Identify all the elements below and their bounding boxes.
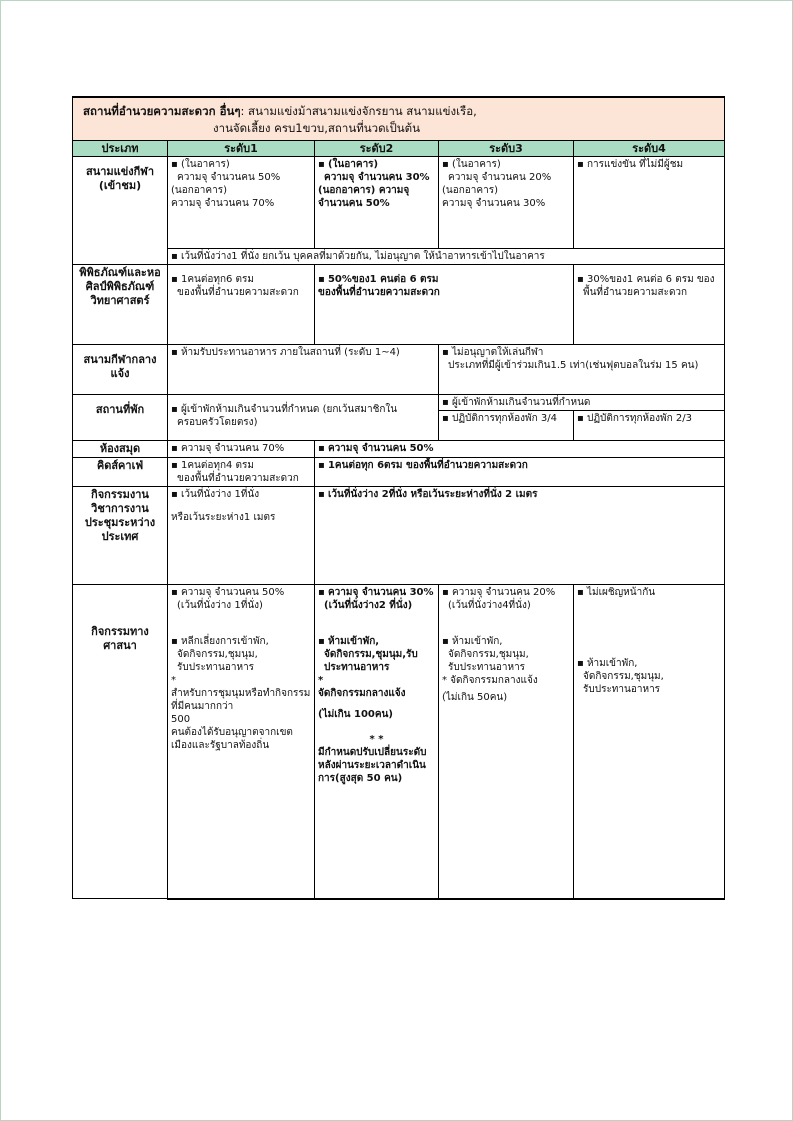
museum-l2-line2: ของพื้นที่อำนวยความสะดวก [318,287,440,298]
header-level-1: ระดับ1 [168,141,315,157]
religion-b1-line6: 500 [171,713,191,725]
kidscafe-category: คิดส์คาเฟ่ [73,458,168,487]
religion-b2-line8: หลังผ่านระยะเวลาดำเนินการ(สูงสุด 50 คน) [318,759,426,784]
lodging-category: สถานที่พัก [73,395,168,441]
stadium-l2-line3: (นอกอาคาร) ความจุ จำนวนคน 50% [318,185,410,209]
religion-top-level-3 [439,585,574,629]
outdoor-category: สนามกีฬากลางแจ้ง [73,345,168,395]
stadium-l1-line1: ▪ (ในอาคาร) [171,158,311,171]
outdoor-row [73,345,725,395]
lodging-row [73,395,725,411]
religion-b2-line5: (ไม่เกิน 100คน) [318,708,393,720]
religion-b2-line3: * [318,674,324,686]
religion-b4-line1: ▪ ห้ามเข้าพัก, [577,657,721,670]
religion-b1-line4: * [171,674,176,686]
stadium-l4-line1: ▪ การแข่งขัน ที่ไม่มีผู้ชม [577,158,721,171]
stadium-l2-line1: ▪ (ในอาคาร) [318,158,435,171]
religion-bottom-row [73,629,725,899]
stadium-row [73,157,725,249]
stadium-l3-line3: (นอกอาคาร) [442,185,498,196]
museum-l1-line2: ของพื้นที่อำนวยความสะดวก [177,287,299,298]
religion-top3-line1: ▪ ความจุ จำนวนคน 20% [442,586,570,599]
religion-bottom-level-3 [439,629,574,899]
religion-top-level-4 [574,585,725,629]
table-title [73,97,725,141]
kidscafe-l1-line1: ▪ 1คนต่อทุก4 ตรม [171,459,311,472]
religion-bottom-level-1 [168,629,315,899]
stadium-l3-line2: ความจุ จำนวนคน 20% [448,172,552,183]
museum-level-4 [574,265,725,345]
title-rest: : สนามแข่งม้าสนามแข่งจักรยาน สนามแข่งเรือ, [240,104,477,118]
museum-l4-line2: พื้นที่อำนวยความสะดวก [583,287,688,298]
kidscafe-level-1 [168,458,315,487]
header-level-2: ระดับ2 [315,141,439,157]
lodging-level-3 [439,411,574,441]
lodging-l12-line1: ▪ ผู้เข้าพักห้ามเกินจำนวนที่กำหนด (ยกเว้นสมาชิกใน [171,403,435,416]
religion-top2-line2: (เว้นที่นั่งว่าง2 ที่นั่ง) [324,600,413,611]
religion-top-row [73,585,725,629]
stadium-level-1 [168,157,315,249]
conference-level-2-4 [315,487,725,585]
museum-l4-line1: ▪ 30%ของ1 คนต่อ 6 ตรม ของ [577,273,721,286]
museum-row [73,265,725,345]
museum-category: พิพิธภัณฑ์และหอศิลป์พิพิธภัณฑ์วิทยาศาสตร์ [73,265,168,345]
stadium-l1-line2: ความจุ จำนวนคน 50% [177,172,281,183]
religion-b2-line6: * * [369,733,384,745]
religion-top-level-1 [168,585,315,629]
religion-top-level-2 [315,585,439,629]
outdoor-level-1-2 [168,345,439,395]
stadium-note-text: ▪ เว้นที่นั่งว่าง1 ที่นั่ง ยกเว้น บุคคลที่มาด้วยกัน, ไม่อนุญาต ให้นำอาหารเข้าไปในอาคาร [171,250,721,263]
header-level-3: ระดับ3 [439,141,574,157]
religion-bottom-level-2 [315,629,439,899]
lodging-l3-text: ▪ ปฏิบัติการทุกห้องพัก 3/4 [442,412,570,425]
stadium-level-2 [315,157,439,249]
religion-b4-line2: จัดกิจกรรม,ชุมนุม, [583,670,664,682]
title-line2: งานจัดเลี้ยง ครบ1ขวบ,สถานที่นวดเป็นต้น [213,121,420,135]
lodging-level-3-4 [439,395,725,411]
stadium-note-row [73,249,725,265]
kidscafe-row [73,458,725,487]
stadium-level-4 [574,157,725,249]
library-category: ห้องสมุด [73,441,168,458]
header-category: ประเภท [73,141,168,157]
conference-row [73,487,725,585]
religion-b2-line1: ▪ ห้ามเข้าพัก, [318,635,435,648]
religion-b2-line4: จัดกิจกรรมกลางแจ้ง [318,687,406,699]
header-level-4: ระดับ4 [574,141,725,157]
religion-top1-line2: (เว้นที่นั่งว่าง 1ที่นั่ง) [177,600,263,611]
religion-b3-line4: * จัดกิจกรรมกลางแจ้ง [442,674,538,686]
conference-l24-text: ▪ เว้นที่นั่งว่าง 2ที่นั่ง หรือเว้นระยะห่างที่นั่ง 2 เมตร [318,488,721,501]
religion-b1-line7: คนต้องได้รับอนุญาตจากเขต เมืองและรัฐบาลท้องถิ่น [171,726,293,751]
conference-l1-line1: ▪ เว้นที่นั่งว่าง 1ที่นั่ง [171,488,311,501]
stadium-note [168,249,725,265]
outdoor-level-3-4 [439,345,725,395]
religion-b2-line2: จัดกิจกรรม,ชุมนุม,รับประทานอาหาร [324,648,418,673]
lodging-l34-text: ▪ ผู้เข้าพักห้ามเกินจำนวนที่กำหนด [442,396,721,409]
conference-l1-line2: หรือเว้นระยะห่าง1 เมตร [171,512,276,523]
library-row [73,441,725,458]
museum-l2-line1: ▪ 50%ของ1 คนต่อ 6 ตรม [318,273,570,286]
museum-l1-line1: ▪ 1คนต่อทุก6 ตรม [171,273,311,286]
religion-top2-line1: ▪ ความจุ จำนวนคน 30% [318,586,435,599]
stadium-l3-line4: ความจุ จำนวนคน 30% [442,198,546,209]
lodging-l4-text: ▪ ปฏิบัติการทุกห้องพัก 2/3 [577,412,721,425]
title-row [73,97,725,141]
religion-b1-line1: ▪ หลีกเลี่ยงการเข้าพัก, [171,635,311,648]
library-level-1 [168,441,315,458]
religion-b4-line3: รับประทานอาหาร [583,683,661,695]
religion-category: กิจกรรมทางศาสนา [73,585,168,899]
religion-b1-line3: รับประทานอาหาร [177,661,255,673]
museum-level-2-3 [315,265,574,345]
conference-level-1 [168,487,315,585]
header-row [73,141,725,157]
lodging-l12-line2: ครอบครัวโดยตรง) [177,417,258,428]
library-l1-text: ▪ ความจุ จำนวนคน 70% [171,442,311,455]
stadium-category: สนามแข่งกีฬา (เข้าชม) [73,157,168,265]
stadium-l1-line3: (นอกอาคาร) [171,185,227,196]
stadium-l2-line2: ความจุ จำนวนคน 30% [324,172,430,183]
religion-bottom-level-4 [574,629,725,899]
religion-top3-line2: (เว้นที่นั่งว่าง4ที่นั่ง) [448,600,531,611]
kidscafe-l24-text: ▪ 1คนต่อทุก 6ตรม ของพื้นที่อำนวยความสะดวก [318,459,721,472]
lodging-level-4 [574,411,725,441]
religion-b1-line5: สำหรับการชุมนุมหรือทำกิจกรรมที่มีคนมากกว่า [171,687,311,712]
regulation-table [72,96,725,900]
lodging-level-1-2 [168,395,439,441]
outdoor-l34-line1: ▪ ไม่อนุญาตให้เล่นกีฬา [442,346,721,359]
museum-level-1 [168,265,315,345]
religion-b3-line1: ▪ ห้ามเข้าพัก, [442,635,570,648]
religion-b3-line3: รับประทานอาหาร [448,661,526,673]
religion-b3-line5: (ไม่เกิน 50คน) [442,691,508,703]
title-bold: สถานที่อำนวยความสะดวก อื่นๆ [83,104,241,118]
religion-b1-line2: จัดกิจกรรม,ชุมนุม, [177,648,258,660]
kidscafe-level-2-4 [315,458,725,487]
religion-b3-line2: จัดกิจกรรม,ชุมนุม, [448,648,529,660]
stadium-level-3 [439,157,574,249]
library-l24-text: ▪ ความจุ จำนวนคน 50% [318,442,721,455]
outdoor-l12-text: ▪ ห้ามรับประทานอาหาร ภายในสถานที่ (ระดับ 1~4) [171,346,435,359]
kidscafe-l1-line2: ของพื้นที่อำนวยความสะดวก [177,473,299,484]
conference-category: กิจกรรมงานวิชาการงานประชุมระหว่างประเทศ [73,487,168,585]
religion-top1-line1: ▪ ความจุ จำนวนคน 50% [171,586,311,599]
regulation-table-container [72,96,724,900]
library-level-2-4 [315,441,725,458]
religion-b2-line7: มีกำหนดปรับเปลี่ยนระดับ [318,746,427,758]
stadium-l3-line1: ▪ (ในอาคาร) [442,158,570,171]
stadium-l1-line4: ความจุ จำนวนคน 70% [171,198,275,209]
outdoor-l34-line2: ประเภทที่มีผู้เข้าร่วมเกิน1.5 เท่า(เช่นฟุตบอลในร่ม 15 คน) [448,360,699,371]
religion-top4-text: ▪ ไม่เผชิญหน้ากัน [577,586,721,599]
